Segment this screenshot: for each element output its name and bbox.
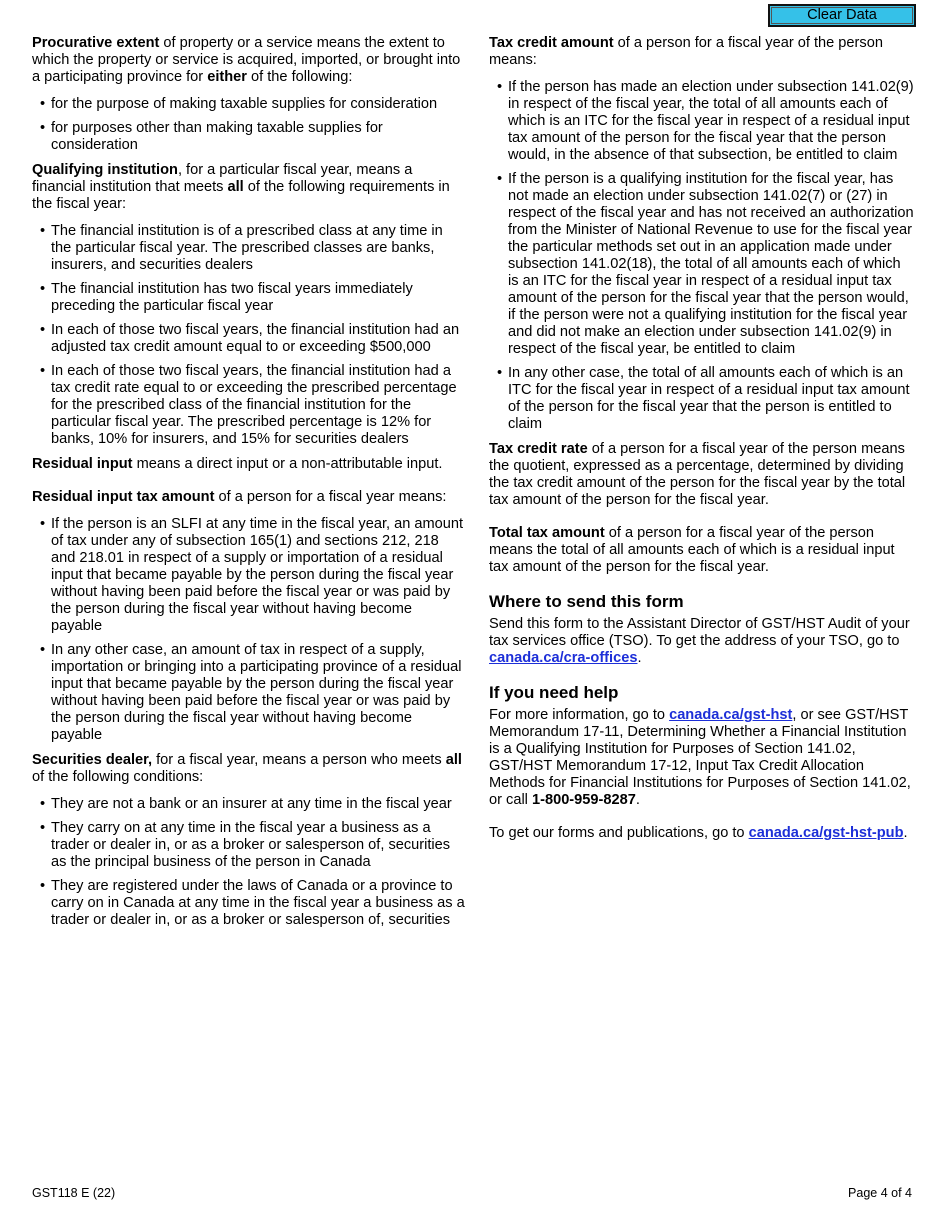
help-text: For more information, go to canada.ca/gst-hst, or see GST/HST Memorandum 17-11, Determining Whether a Financial Institution is a Qualifying Institution for Purposes of Section 141.02, GST/HST Memorandum 17-12, Input Tax Credit Allocation Methods for Financial Institutions for Purposes of Section 141.02, or call 1-800-959-8287.: [489, 707, 911, 808]
tax-credit-amount-list: [489, 79, 914, 433]
list-item: • They are not a bank or an insurer at any time in the fiscal year: [40, 796, 452, 812]
page-number: Page 4 of 4: [848, 1186, 912, 1200]
list-item: • If the person is an SLFI at any time in the fiscal year, an amount of tax under any of subsection 165(1) and sections 212, 218 and 218.01 in respect of a supply or importation of a residual input that became payable by the person during the fiscal year without having been paid before the fiscal year or was paid by the person during the fiscal year without having become payable: [40, 516, 464, 634]
help-heading: If you need help: [489, 683, 619, 702]
gst-hst-link[interactable]: canada.ca/gst-hst: [669, 707, 793, 723]
right-column: [489, 35, 914, 858]
gst-hst-pub-link[interactable]: canada.ca/gst-hst-pub: [748, 825, 904, 841]
procurative-extent-definition: Procurative extent of property or a service means the extent to which the property or service is acquired, imported, or brought into a participating province for either of the following:: [32, 35, 461, 85]
phone-number: 1-800-959-8287: [531, 792, 636, 808]
total-tax-amount-definition: Total tax amount of a person for a fiscal year of the person means the total of all amounts each of which is a residual input tax amount of the person for the fiscal year.: [489, 525, 895, 575]
securities-dealer-list: [32, 796, 465, 929]
list-item: • The financial institution has two fiscal years immediately preceding the particular fiscal year: [40, 281, 413, 314]
list-item: • They carry on at any time in the fiscal year a business as a trader or dealer in, or as a broker or salesperson of, securities as the principal business of the person in Canada: [40, 820, 451, 870]
list-item: • In any other case, an amount of tax in respect of a supply, importation or bringing into a participating province of a residual input that became payable by the person during the fiscal year without having been paid before the fiscal year or was paid by the person during the fiscal year without having become payable: [40, 642, 462, 743]
publications-text: To get our forms and publications, go to canada.ca/gst-hst-pub.: [489, 825, 908, 841]
left-column: [32, 35, 465, 937]
securities-dealer-definition: Securities dealer, for a fiscal year, means a person who meets all of the following conditions:: [32, 752, 462, 785]
list-item: • If the person has made an election under subsection 141.02(9) in respect of the fiscal year, the total of all amounts each of which is an ITC for the fiscal year in respect of a residual input tax amount of the person for the fiscal year that the person would, in the absence of that subsection, be entitled to claim: [497, 79, 914, 163]
list-item: • In each of those two fiscal years, the financial institution had an adjusted tax credit amount equal to or exceeding $500,000: [40, 322, 460, 355]
list-item: • In each of those two fiscal years, the financial institution had a tax credit rate equal to or exceeding the prescribed percentage for the prescribed class of the financial institution for the particular fiscal year. The prescribed percentage is 12% for banks, 10% for insurers, and 15% for securities dealers: [40, 363, 457, 447]
where-to-send-text: Send this form to the Assistant Director of GST/HST Audit of your tax services office (TSO). To get the address of your TSO, go to canada.ca/cra-offices.: [489, 616, 910, 666]
qualifying-institution-list: [32, 223, 465, 448]
procurative-extent-list: [32, 96, 465, 154]
list-item: • The financial institution is of a prescribed class at any time in the particular fiscal year. The prescribed classes are banks, insurers, and securities dealers: [40, 223, 443, 273]
cra-offices-link[interactable]: canada.ca/cra-offices: [489, 650, 638, 666]
list-item: • If the person is a qualifying institution for the fiscal year, has not made an election under subsection 141.02(7) or (27) in respect of the fiscal year and has not received an authorization from the Minister of National Revenue to use for the fiscal year the particular methods set out in an application made under subsection 141.02(18), the total of all amounts each of which is an ITC for the fiscal year in respect of a residual input tax amount of the person for the fiscal year that the person would, if the person were not a qualifying institution for the fiscal year and did not make an election under subsection 141.02(9) in respect of the fiscal year, be entitled to claim: [497, 171, 914, 357]
residual-input-tax-amount-list: [32, 516, 465, 744]
list-item: • for purposes other than making taxable supplies for consideration: [40, 120, 383, 153]
clear-data-button[interactable]: Clear Data: [768, 4, 916, 27]
tax-credit-rate-definition: Tax credit rate of a person for a fiscal year of the person means the quotient, expressed as a percentage, determined by dividing the tax credit amount of the person for the fiscal year by the total tax amount of the person for the fiscal year.: [489, 441, 906, 508]
tax-credit-amount-definition: Tax credit amount of a person for a fiscal year of the person means:: [489, 35, 883, 68]
list-item: • They are registered under the laws of Canada or a province to carry on in Canada at any time in the fiscal year a business as a trader or dealer in, or as a broker or salesperson of, securities: [40, 878, 465, 928]
residual-input-tax-amount-definition: Residual input tax amount of a person for a fiscal year means:: [32, 489, 447, 505]
residual-input-definition: Residual input means a direct input or a non-attributable input.: [32, 456, 443, 472]
qualifying-institution-definition: Qualifying institution, for a particular fiscal year, means a financial institution that meets all of the following requirements in the fiscal year:: [32, 162, 450, 212]
list-item: • In any other case, the total of all amounts each of which is an ITC for the fiscal year in respect of a residual input tax amount of the person for the fiscal year that the person is entitled to claim: [497, 365, 910, 432]
list-item: • for the purpose of making taxable supplies for consideration: [40, 96, 438, 112]
form-code: GST118 E (22): [32, 1186, 116, 1200]
where-to-send-heading: Where to send this form: [489, 592, 684, 611]
